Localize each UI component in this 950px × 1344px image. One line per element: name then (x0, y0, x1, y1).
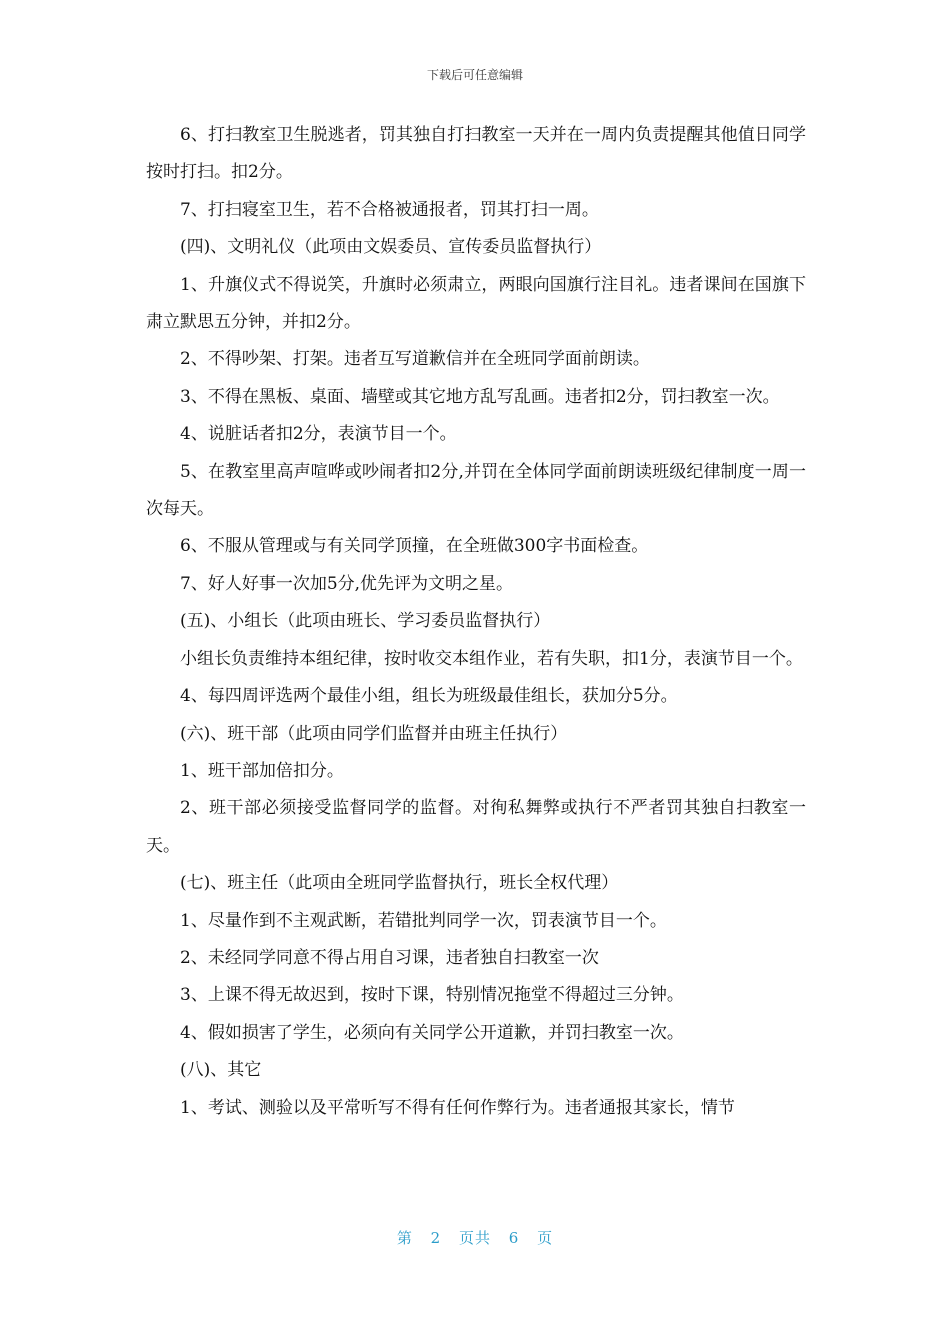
footer-prefix: 第 (396, 1229, 413, 1247)
section-heading: (六)、班干部（此项由同学们监督并由班主任执行） (180, 723, 568, 744)
section-heading: (五)、小组长（此项由班长、学习委员监督执行） (180, 611, 551, 632)
section-heading: (八)、其它 (180, 1060, 262, 1081)
footer-suffix: 页 (537, 1229, 554, 1247)
paragraph: 1、班干部加倍扣分。 (180, 760, 344, 781)
paragraph: 2、未经同学同意不得占用自习课，违者独自扫教室一次 (180, 947, 599, 968)
paragraph: 2、班干部必须接受监督同学的监督。对徇私舞弊或执行不严者罚其独自扫教室一天。 (146, 798, 806, 856)
page-footer (0, 1227, 950, 1248)
paragraph: 7、好人好事一次加5分,优先评为文明之星。 (180, 573, 514, 594)
paragraph: 6、打扫教室卫生脱逃者，罚其独自打扫教室一天并在一周内负责提醒其他值日同学按时打扫。扣2分。 (146, 125, 806, 183)
section-heading: (四)、文明礼仪（此项由文娱委员、宣传委员监督执行） (180, 237, 602, 258)
paragraph: 1、尽量作到不主观武断，若错批判同学一次，罚表演节目一个。 (180, 910, 667, 931)
document-body (146, 117, 806, 1127)
paragraph: 4、假如损害了学生，必须向有关同学公开道歉，并罚扫教室一次。 (180, 1022, 684, 1043)
paragraph: 4、说脏话者扣2分，表演节目一个。 (180, 424, 457, 445)
section-heading: (七)、班主任（此项由全班同学监督执行，班长全权代理） (180, 873, 619, 894)
paragraph: 2、不得吵架、打架。违者互写道歉信并在全班同学面前朗读。 (180, 349, 650, 370)
paragraph: 3、上课不得无故迟到，按时下课，特别情况拖堂不得超过三分钟。 (180, 985, 684, 1006)
paragraph: 4、每四周评选两个最佳小组，组长为班级最佳组长，获加分5分。 (180, 686, 678, 707)
paragraph: 1、考试、测验以及平常听写不得有任何作弊行为。违者通报其家长，情节 (180, 1097, 735, 1118)
footer-middle: 页共 (458, 1229, 491, 1247)
paragraph: 5、在教室里高声喧哗或吵闹者扣2分,并罚在全体同学面前朗读班级纪律制度一周一次每天。 (146, 461, 806, 520)
paragraph: 7、打扫寝室卫生，若不合格被通报者，罚其打扫一周。 (180, 199, 599, 220)
paragraph: 1、升旗仪式不得说笑，升旗时必须肃立，两眼向国旗行注目礼。违者课间在国旗下肃立默思五分钟，并扣2分。 (146, 274, 806, 333)
paragraph: 小组长负责维持本组纪律，按时收交本组作业，若有失职，扣1分，表演节目一个。 (180, 648, 803, 669)
page-header: 下载后可任意编辑 (426, 68, 523, 82)
footer-total-pages: 6 (508, 1229, 520, 1247)
paragraph: 3、不得在黑板、桌面、墙壁或其它地方乱写乱画。违者扣2分，罚扫教室一次。 (180, 386, 780, 407)
paragraph: 6、不服从管理或与有关同学顶撞，在全班做300字书面检查。 (180, 536, 649, 557)
footer-page-number: 2 (430, 1229, 442, 1247)
